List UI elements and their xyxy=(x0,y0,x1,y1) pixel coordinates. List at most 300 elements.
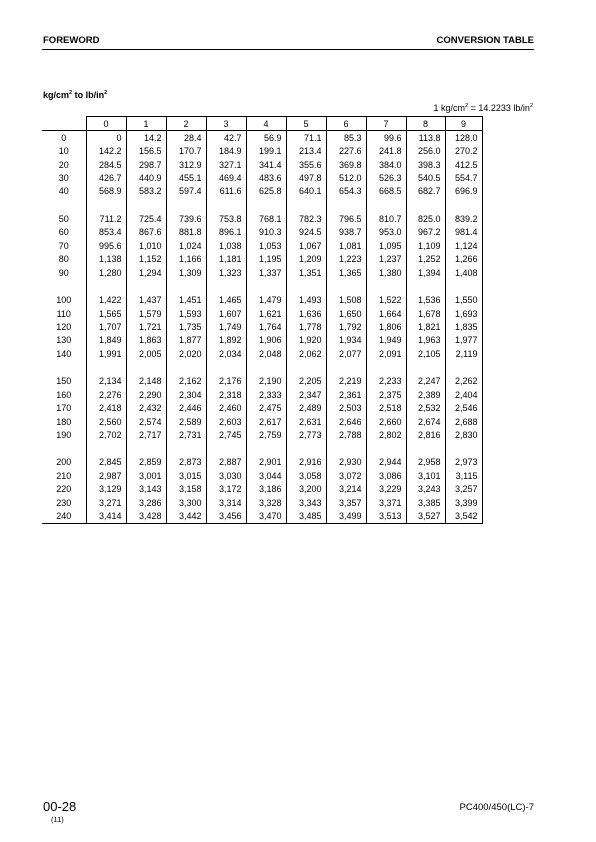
table-cell: 2,005 xyxy=(126,347,166,360)
spacer-cell xyxy=(42,279,86,293)
table-cell: 3,058 xyxy=(286,469,326,482)
table-cell: 853.4 xyxy=(86,226,126,239)
note-sup1: 2 xyxy=(465,103,469,109)
spacer-cell xyxy=(445,279,482,293)
row-header: 190 xyxy=(42,428,86,441)
table-cell: 199.1 xyxy=(246,144,286,157)
table-cell: 1,337 xyxy=(246,266,286,279)
row-header: 150 xyxy=(42,375,86,388)
table-cell: 1,877 xyxy=(166,334,206,347)
spacer-cell xyxy=(206,361,246,375)
row-header: 100 xyxy=(42,293,86,306)
table-cell: 284.5 xyxy=(86,158,126,171)
spacer-cell xyxy=(445,198,482,212)
table-cell: 14.2 xyxy=(126,131,166,145)
row-header: 60 xyxy=(42,226,86,239)
table-cell: 625.8 xyxy=(246,185,286,198)
table-row xyxy=(42,388,482,401)
table-cell: 2,816 xyxy=(406,428,445,441)
table-cell: 2,987 xyxy=(86,469,126,482)
table-cell: 2,176 xyxy=(206,375,246,388)
table-cell: 2,532 xyxy=(406,401,445,414)
table-cell: 1,266 xyxy=(445,253,482,266)
conversion-table xyxy=(42,116,483,524)
table-cell: 3,214 xyxy=(326,483,366,496)
table-cell: 2,503 xyxy=(326,401,366,414)
table-cell: 3,485 xyxy=(286,510,326,524)
table-row xyxy=(42,334,482,347)
spacer-cell xyxy=(366,442,406,456)
row-header: 20 xyxy=(42,158,86,171)
spacer-cell xyxy=(246,442,286,456)
table-cell: 2,475 xyxy=(246,401,286,414)
table-cell: 2,347 xyxy=(286,388,326,401)
group-spacer-row xyxy=(42,279,482,293)
table-cell: 298.7 xyxy=(126,158,166,171)
table-cell: 1,152 xyxy=(126,253,166,266)
table-cell: 497.8 xyxy=(286,171,326,184)
table-cell: 1,437 xyxy=(126,293,166,306)
section-title xyxy=(43,90,107,100)
table-corner-cell xyxy=(42,117,86,131)
spacer-cell xyxy=(42,442,86,456)
table-cell: 341.4 xyxy=(246,158,286,171)
spacer-cell xyxy=(406,198,445,212)
group-spacer-row xyxy=(42,442,482,456)
column-header: 0 xyxy=(86,117,126,131)
table-cell: 1,394 xyxy=(406,266,445,279)
header-page-title: CONVERSION TABLE xyxy=(436,35,534,46)
conversion-note xyxy=(434,103,533,113)
table-cell: 1,351 xyxy=(286,266,326,279)
table-cell: 3,442 xyxy=(166,510,206,524)
table-cell: 184.9 xyxy=(206,144,246,157)
table-cell: 2,546 xyxy=(445,401,482,414)
spacer-cell xyxy=(406,442,445,456)
spacer-cell xyxy=(445,442,482,456)
spacer-cell xyxy=(86,361,126,375)
table-row xyxy=(42,469,482,482)
table-cell: 2,930 xyxy=(326,456,366,469)
row-header: 230 xyxy=(42,496,86,509)
table-cell: 953.0 xyxy=(366,226,406,239)
table-row xyxy=(42,226,482,239)
table-cell: 512.0 xyxy=(326,171,366,184)
table-row xyxy=(42,239,482,252)
table-cell: 3,542 xyxy=(445,510,482,524)
table-cell: 3,101 xyxy=(406,469,445,482)
table-cell: 455.1 xyxy=(166,171,206,184)
spacer-cell xyxy=(286,442,326,456)
table-cell: 2,134 xyxy=(86,375,126,388)
table-cell: 2,361 xyxy=(326,388,366,401)
spacer-cell xyxy=(166,442,206,456)
row-header: 120 xyxy=(42,320,86,333)
table-cell: 128.0 xyxy=(445,131,482,145)
spacer-cell xyxy=(286,198,326,212)
table-cell: 938.7 xyxy=(326,226,366,239)
table-cell: 469.4 xyxy=(206,171,246,184)
section-title-sup1: 2 xyxy=(69,90,73,96)
table-cell: 768.1 xyxy=(246,212,286,225)
table-cell: 583.2 xyxy=(126,185,166,198)
table-cell: 1,821 xyxy=(406,320,445,333)
table-cell: 142.2 xyxy=(86,144,126,157)
column-header: 3 xyxy=(206,117,246,131)
table-cell: 796.5 xyxy=(326,212,366,225)
table-cell: 1,764 xyxy=(246,320,286,333)
table-cell: 597.4 xyxy=(166,185,206,198)
spacer-cell xyxy=(406,279,445,293)
row-header: 140 xyxy=(42,347,86,360)
table-cell: 1,693 xyxy=(445,307,482,320)
table-cell: 3,399 xyxy=(445,496,482,509)
table-cell: 3,086 xyxy=(366,469,406,482)
table-cell: 3,314 xyxy=(206,496,246,509)
table-cell: 2,460 xyxy=(206,401,246,414)
table-cell: 2,034 xyxy=(206,347,246,360)
table-cell: 270.2 xyxy=(445,144,482,157)
table-cell: 1,835 xyxy=(445,320,482,333)
table-cell: 1,707 xyxy=(86,320,126,333)
table-cell: 1,522 xyxy=(366,293,406,306)
table-cell: 2,119 xyxy=(445,347,482,360)
table-cell: 99.6 xyxy=(366,131,406,145)
table-cell: 1,053 xyxy=(246,239,286,252)
row-header: 80 xyxy=(42,253,86,266)
table-cell: 1,664 xyxy=(366,307,406,320)
table-cell: 654.3 xyxy=(326,185,366,198)
table-cell: 2,589 xyxy=(166,415,206,428)
table-cell: 3,243 xyxy=(406,483,445,496)
table-cell: 2,333 xyxy=(246,388,286,401)
table-cell: 2,062 xyxy=(286,347,326,360)
table-row xyxy=(42,253,482,266)
row-header: 0 xyxy=(42,131,86,145)
table-cell: 2,318 xyxy=(206,388,246,401)
spacer-cell xyxy=(86,198,126,212)
table-cell: 725.4 xyxy=(126,212,166,225)
section-title-mid: to lb/in xyxy=(72,90,105,100)
table-cell: 2,731 xyxy=(166,428,206,441)
spacer-cell xyxy=(126,442,166,456)
table-cell: 3,328 xyxy=(246,496,286,509)
table-row xyxy=(42,510,482,524)
table-cell: 1,081 xyxy=(326,239,366,252)
table-cell: 3,229 xyxy=(366,483,406,496)
spacer-cell xyxy=(246,361,286,375)
table-cell: 2,233 xyxy=(366,375,406,388)
table-row xyxy=(42,496,482,509)
table-cell: 369.8 xyxy=(326,158,366,171)
table-cell: 3,271 xyxy=(86,496,126,509)
column-header: 5 xyxy=(286,117,326,131)
table-cell: 1,252 xyxy=(406,253,445,266)
table-row xyxy=(42,212,482,225)
column-header: 8 xyxy=(406,117,445,131)
table-cell: 1,849 xyxy=(86,334,126,347)
table-cell: 640.1 xyxy=(286,185,326,198)
table-cell: 1,095 xyxy=(366,239,406,252)
table-cell: 156.5 xyxy=(126,144,166,157)
table-cell: 2,859 xyxy=(126,456,166,469)
table-cell: 3,129 xyxy=(86,483,126,496)
table-row xyxy=(42,320,482,333)
table-cell: 312.9 xyxy=(166,158,206,171)
table-cell: 2,603 xyxy=(206,415,246,428)
table-cell: 910.3 xyxy=(246,226,286,239)
table-cell: 1,621 xyxy=(246,307,286,320)
note-sup2: 2 xyxy=(529,103,533,109)
column-header: 2 xyxy=(166,117,206,131)
table-cell: 696.9 xyxy=(445,185,482,198)
table-cell: 2,404 xyxy=(445,388,482,401)
table-cell: 1,422 xyxy=(86,293,126,306)
table-cell: 28.4 xyxy=(166,131,206,145)
table-row xyxy=(42,307,482,320)
spacer-cell xyxy=(326,361,366,375)
table-cell: 1,806 xyxy=(366,320,406,333)
table-cell: 170.7 xyxy=(166,144,206,157)
spacer-cell xyxy=(42,361,86,375)
table-cell: 1,678 xyxy=(406,307,445,320)
table-cell: 896.1 xyxy=(206,226,246,239)
table-cell: 1,365 xyxy=(326,266,366,279)
section-title-sup2: 2 xyxy=(104,90,108,96)
table-cell: 924.5 xyxy=(286,226,326,239)
table-cell: 2,276 xyxy=(86,388,126,401)
page-number: 00-28 xyxy=(43,799,77,814)
table-cell: 967.2 xyxy=(406,226,445,239)
table-cell: 3,072 xyxy=(326,469,366,482)
table-cell: 1,735 xyxy=(166,320,206,333)
table-cell: 668.5 xyxy=(366,185,406,198)
table-cell: 1,565 xyxy=(86,307,126,320)
table-cell: 1,778 xyxy=(286,320,326,333)
table-cell: 1,465 xyxy=(206,293,246,306)
row-header: 90 xyxy=(42,266,86,279)
group-spacer-row xyxy=(42,361,482,375)
table-cell: 2,717 xyxy=(126,428,166,441)
table-cell: 782.3 xyxy=(286,212,326,225)
table-cell: 2,190 xyxy=(246,375,286,388)
table-cell: 1,749 xyxy=(206,320,246,333)
header-section-label: FOREWORD xyxy=(43,35,100,46)
spacer-cell xyxy=(206,279,246,293)
table-cell: 71.1 xyxy=(286,131,326,145)
table-cell: 3,143 xyxy=(126,483,166,496)
table-cell: 2,702 xyxy=(86,428,126,441)
row-header: 70 xyxy=(42,239,86,252)
spacer-cell xyxy=(42,198,86,212)
table-cell: 241.8 xyxy=(366,144,406,157)
table-cell: 355.6 xyxy=(286,158,326,171)
table-cell: 682.7 xyxy=(406,185,445,198)
table-cell: 1,223 xyxy=(326,253,366,266)
table-row xyxy=(42,171,482,184)
table-cell: 2,802 xyxy=(366,428,406,441)
table-cell: 2,247 xyxy=(406,375,445,388)
table-cell: 2,162 xyxy=(166,375,206,388)
table-cell: 327.1 xyxy=(206,158,246,171)
note-part1: 1 kg/cm xyxy=(433,103,466,113)
table-cell: 3,513 xyxy=(366,510,406,524)
table-row xyxy=(42,375,482,388)
table-cell: 2,773 xyxy=(286,428,326,441)
row-header: 30 xyxy=(42,171,86,184)
table-cell: 1,607 xyxy=(206,307,246,320)
table-cell: 2,617 xyxy=(246,415,286,428)
row-header: 40 xyxy=(42,185,86,198)
table-cell: 1,949 xyxy=(366,334,406,347)
table-cell: 554.7 xyxy=(445,171,482,184)
table-cell: 2,674 xyxy=(406,415,445,428)
spacer-cell xyxy=(406,361,445,375)
table-cell: 2,518 xyxy=(366,401,406,414)
table-cell: 2,944 xyxy=(366,456,406,469)
table-cell: 1,209 xyxy=(286,253,326,266)
table-cell: 1,892 xyxy=(206,334,246,347)
column-header: 6 xyxy=(326,117,366,131)
table-cell: 2,901 xyxy=(246,456,286,469)
row-header: 10 xyxy=(42,144,86,157)
table-cell: 3,385 xyxy=(406,496,445,509)
table-cell: 2,219 xyxy=(326,375,366,388)
table-cell: 1,863 xyxy=(126,334,166,347)
table-cell: 1,934 xyxy=(326,334,366,347)
spacer-cell xyxy=(326,198,366,212)
spacer-cell xyxy=(326,442,366,456)
table-header-row xyxy=(42,117,482,131)
table-cell: 2,375 xyxy=(366,388,406,401)
table-cell: 2,788 xyxy=(326,428,366,441)
table-cell: 2,105 xyxy=(406,347,445,360)
table-cell: 2,048 xyxy=(246,347,286,360)
table-cell: 981.4 xyxy=(445,226,482,239)
table-cell: 825.0 xyxy=(406,212,445,225)
table-cell: 2,973 xyxy=(445,456,482,469)
table-cell: 739.6 xyxy=(166,212,206,225)
table-cell: 1,280 xyxy=(86,266,126,279)
spacer-cell xyxy=(326,279,366,293)
section-title-main: kg/cm xyxy=(43,90,70,100)
row-header: 220 xyxy=(42,483,86,496)
column-header: 7 xyxy=(366,117,406,131)
table-cell: 398.3 xyxy=(406,158,445,171)
table-cell: 1,636 xyxy=(286,307,326,320)
spacer-cell xyxy=(126,361,166,375)
table-row xyxy=(42,266,482,279)
table-cell: 1,792 xyxy=(326,320,366,333)
row-header: 180 xyxy=(42,415,86,428)
spacer-cell xyxy=(366,198,406,212)
table-cell: 1,067 xyxy=(286,239,326,252)
table-cell: 3,499 xyxy=(326,510,366,524)
table-cell: 2,091 xyxy=(366,347,406,360)
spacer-cell xyxy=(366,279,406,293)
spacer-cell xyxy=(166,361,206,375)
table-cell: 1,408 xyxy=(445,266,482,279)
table-cell: 3,257 xyxy=(445,483,482,496)
table-cell: 2,887 xyxy=(206,456,246,469)
table-cell: 2,660 xyxy=(366,415,406,428)
table-cell: 753.8 xyxy=(206,212,246,225)
table-cell: 810.7 xyxy=(366,212,406,225)
table-cell: 2,205 xyxy=(286,375,326,388)
row-header: 210 xyxy=(42,469,86,482)
table-cell: 2,759 xyxy=(246,428,286,441)
table-cell: 2,262 xyxy=(445,375,482,388)
table-cell: 1,593 xyxy=(166,307,206,320)
table-cell: 1,294 xyxy=(126,266,166,279)
table-cell: 3,414 xyxy=(86,510,126,524)
table-cell: 1,181 xyxy=(206,253,246,266)
table-cell: 227.6 xyxy=(326,144,366,157)
table-cell: 3,470 xyxy=(246,510,286,524)
header-divider xyxy=(42,49,534,50)
table-cell: 483.6 xyxy=(246,171,286,184)
table-cell: 1,920 xyxy=(286,334,326,347)
table-cell: 526.3 xyxy=(366,171,406,184)
table-cell: 1,479 xyxy=(246,293,286,306)
table-row xyxy=(42,131,482,145)
table-cell: 1,963 xyxy=(406,334,445,347)
table-cell: 384.0 xyxy=(366,158,406,171)
table-cell: 2,446 xyxy=(166,401,206,414)
table-cell: 2,304 xyxy=(166,388,206,401)
table-cell: 3,371 xyxy=(366,496,406,509)
table-cell: 2,845 xyxy=(86,456,126,469)
table-cell: 426.7 xyxy=(86,171,126,184)
spacer-cell xyxy=(206,442,246,456)
table-cell: 3,300 xyxy=(166,496,206,509)
table-cell: 1,493 xyxy=(286,293,326,306)
table-cell: 2,958 xyxy=(406,456,445,469)
table-cell: 56.9 xyxy=(246,131,286,145)
table-row xyxy=(42,401,482,414)
table-cell: 1,109 xyxy=(406,239,445,252)
table-cell: 2,290 xyxy=(126,388,166,401)
table-cell: 1,508 xyxy=(326,293,366,306)
table-cell: 412.5 xyxy=(445,158,482,171)
table-cell: 3,200 xyxy=(286,483,326,496)
spacer-cell xyxy=(286,361,326,375)
table-cell: 2,432 xyxy=(126,401,166,414)
row-header: 50 xyxy=(42,212,86,225)
table-cell: 213.4 xyxy=(286,144,326,157)
table-cell: 3,286 xyxy=(126,496,166,509)
table-cell: 3,172 xyxy=(206,483,246,496)
note-part2: = 14.2233 lb/in xyxy=(468,103,530,113)
table-cell: 995.6 xyxy=(86,239,126,252)
table-cell: 2,916 xyxy=(286,456,326,469)
model-name: PC400/450(LC)-7 xyxy=(459,802,534,813)
row-header: 160 xyxy=(42,388,86,401)
table-cell: 2,077 xyxy=(326,347,366,360)
table-cell: 440.9 xyxy=(126,171,166,184)
table-body xyxy=(42,131,482,524)
table-cell: 3,158 xyxy=(166,483,206,496)
table-cell: 3,186 xyxy=(246,483,286,496)
table-cell: 1,166 xyxy=(166,253,206,266)
table-cell: 2,631 xyxy=(286,415,326,428)
table-cell: 1,906 xyxy=(246,334,286,347)
spacer-cell xyxy=(126,198,166,212)
row-header: 110 xyxy=(42,307,86,320)
table-cell: 881.8 xyxy=(166,226,206,239)
page-revision: (11) xyxy=(51,815,64,824)
table-cell: 42.7 xyxy=(206,131,246,145)
